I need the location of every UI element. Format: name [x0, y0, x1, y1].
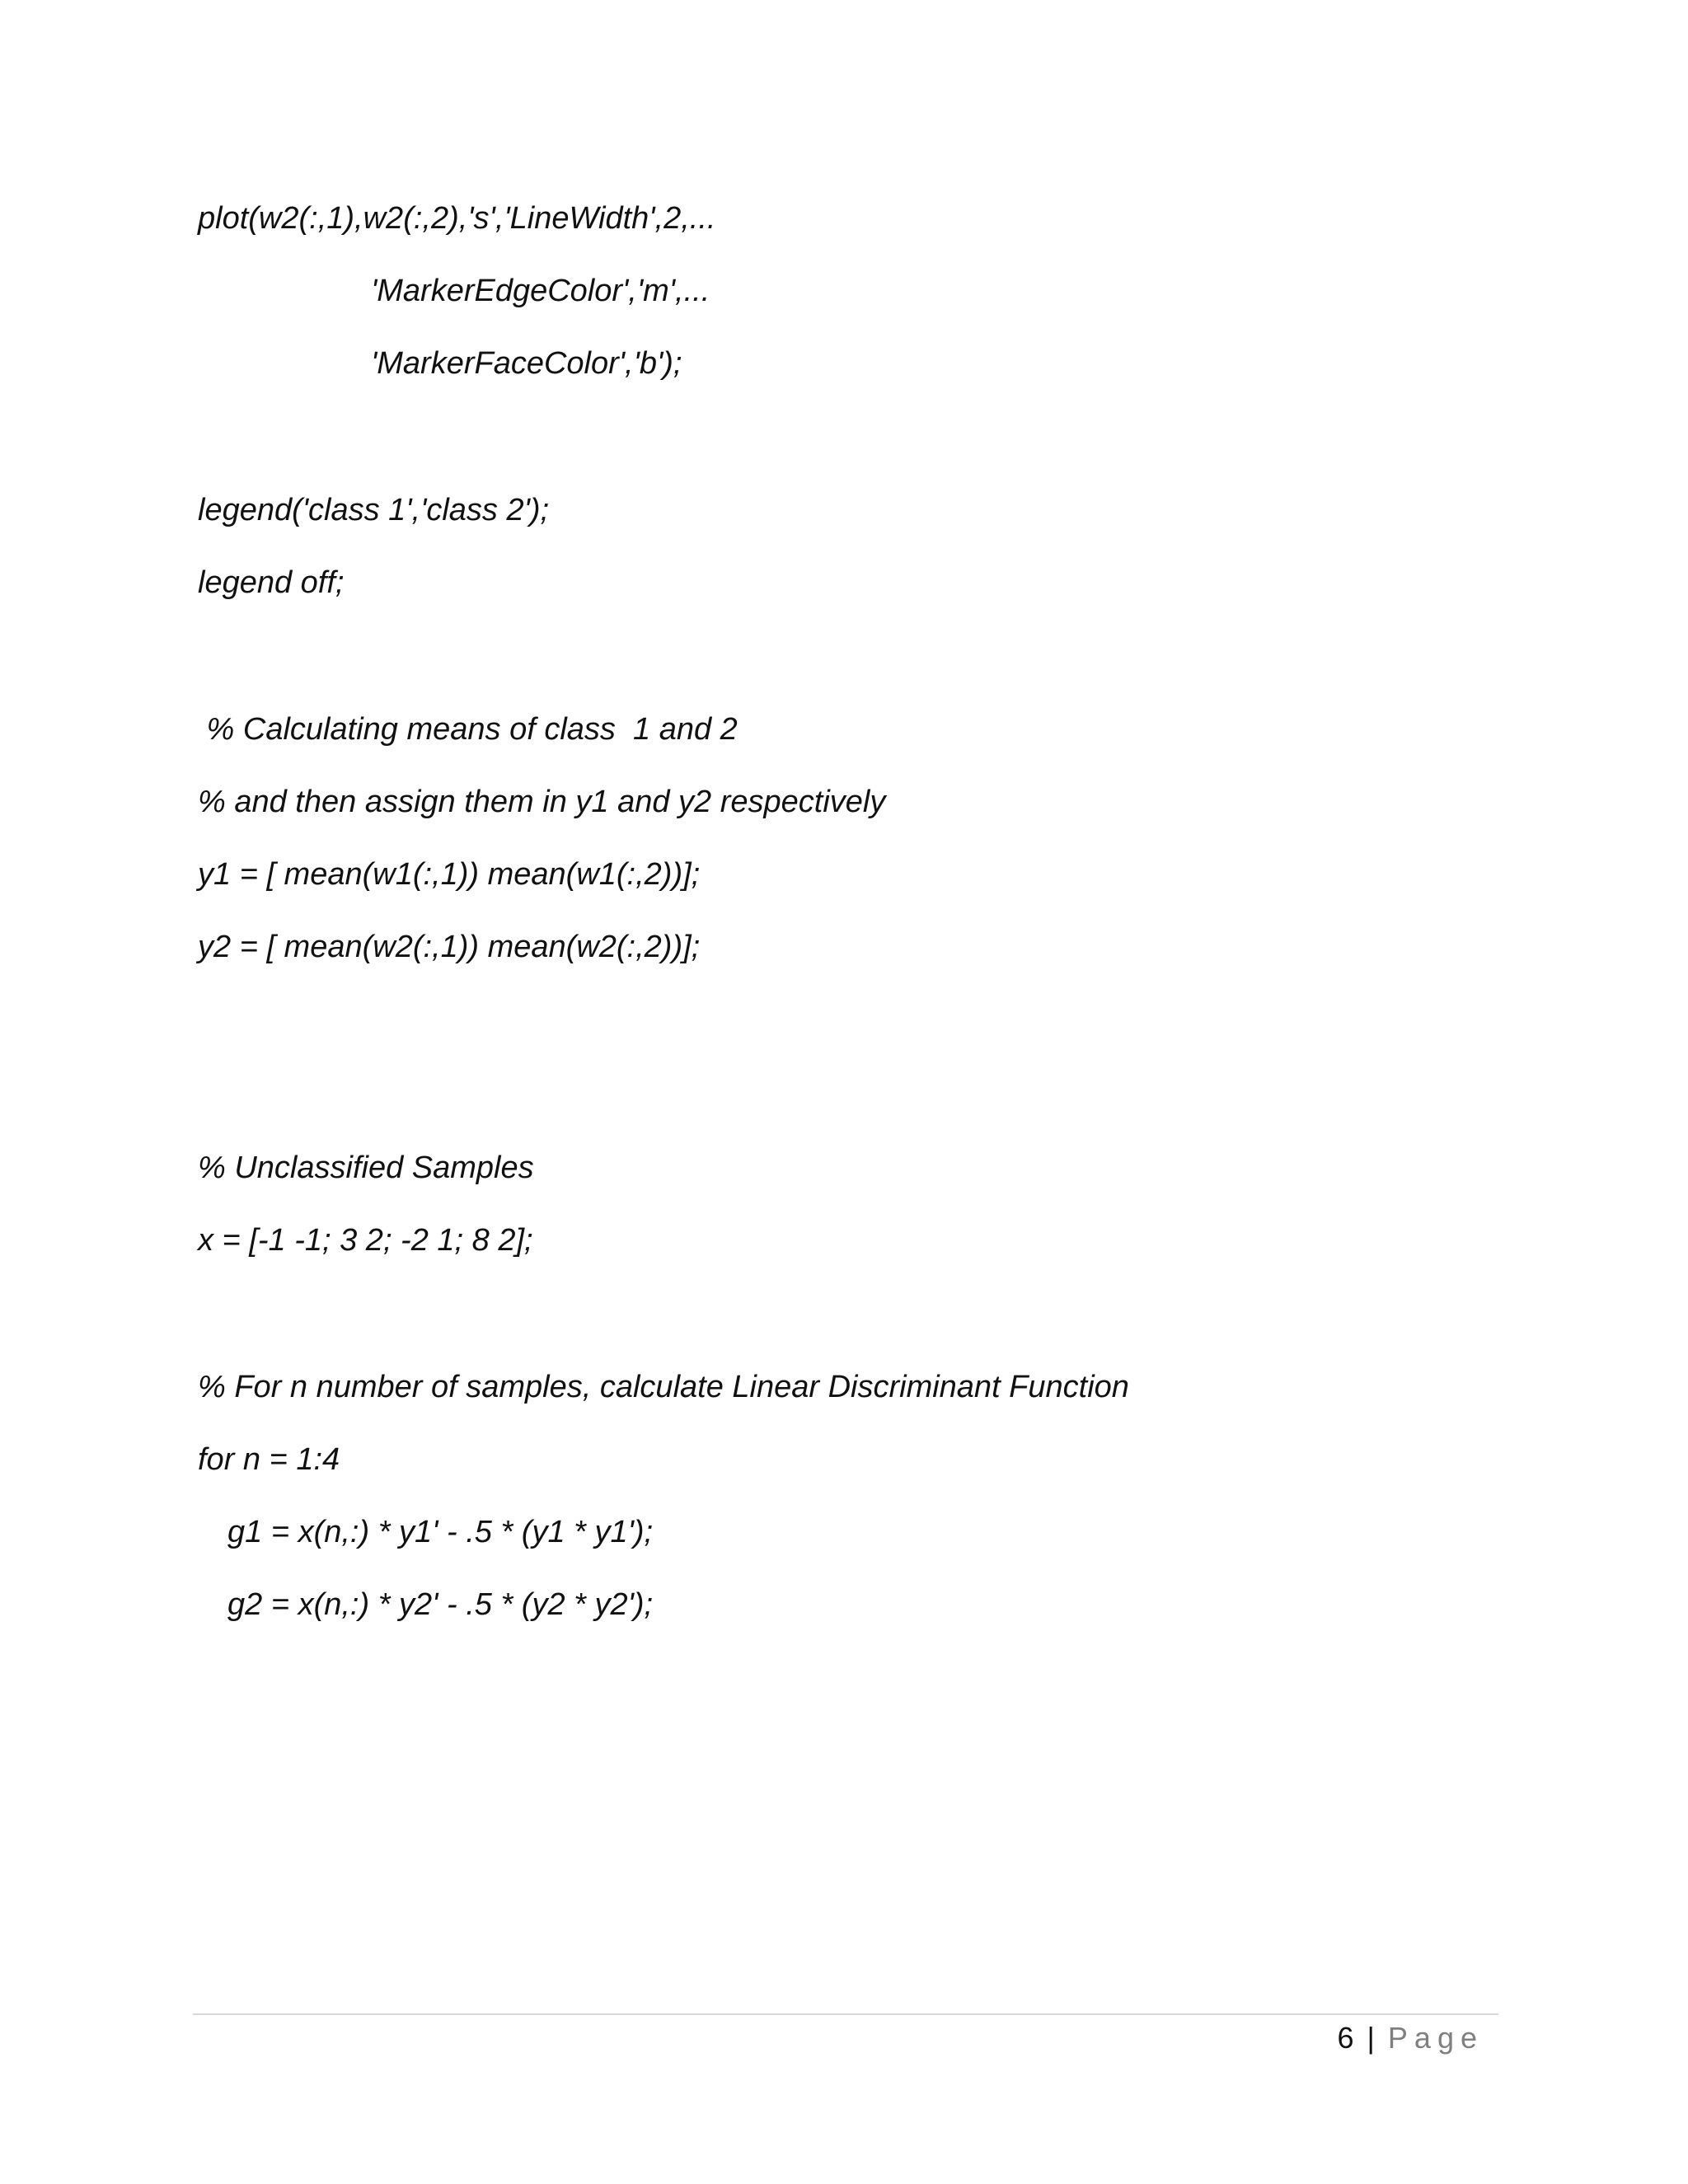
code-line-x: x = [-1 -1; 3 2; -2 1; 8 2]; [198, 1223, 533, 1258]
page-footer [1338, 2019, 1484, 2057]
page-separator: | [1367, 2021, 1375, 2055]
code-line-for: for n = 1:4 [198, 1442, 340, 1477]
code-comment-calculating-means: % Calculating means of class 1 and 2 [198, 712, 738, 747]
code-line-y2: y2 = [ mean(w2(:,1)) mean(w2(:,2))]; [198, 930, 701, 964]
code-line-legend-off: legend off; [198, 565, 345, 600]
code-line-g1: g1 = x(n,:) * y1' - .5 * (y1 * y1'); [227, 1515, 654, 1549]
code-line-marker-face-color: 'MarkerFaceColor','b'); [371, 346, 682, 381]
code-comment-assign: % and then assign them in y1 and y2 respectively [198, 785, 886, 819]
code-line-marker-edge-color: 'MarkerEdgeColor','m',... [371, 274, 710, 308]
code-line-plot: plot(w2(:,1),w2(:,2),'s','LineWidth',2,... [198, 201, 716, 236]
code-comment-unclassified: % Unclassified Samples [198, 1151, 534, 1185]
page-label: Page [1387, 2021, 1484, 2055]
code-line-y1: y1 = [ mean(w1(:,1)) mean(w1(:,2))]; [198, 857, 701, 892]
page-number: 6 [1337, 2021, 1354, 2055]
code-comment-lda: % For n number of samples, calculate Linear Discriminant Function [198, 1370, 1129, 1404]
code-line-legend: legend('class 1','class 2'); [198, 493, 550, 527]
footer-divider [193, 2013, 1498, 2015]
code-line-g2: g2 = x(n,:) * y2' - .5 * (y2 * y2'); [227, 1587, 654, 1622]
